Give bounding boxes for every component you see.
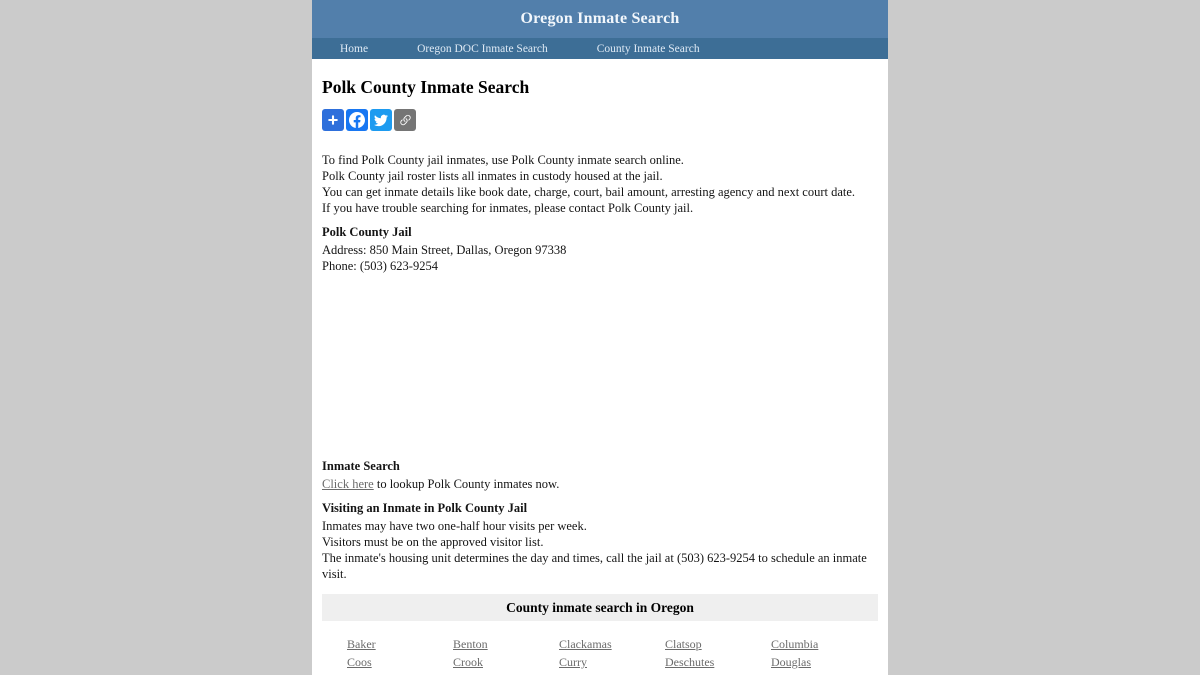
county-link-item: [665, 653, 771, 671]
main-content: [312, 77, 888, 675]
page-title: Polk County Inmate Search: [322, 77, 530, 97]
visiting-line: Inmates may have two one-half hour visits per week.: [322, 519, 587, 533]
share-buttons-row: [322, 109, 878, 131]
county-link-item: [453, 653, 559, 671]
county-link-item: [771, 635, 877, 653]
county-links: [322, 633, 878, 675]
page-container: [312, 0, 888, 675]
county-link-item: [347, 653, 453, 671]
county-link-deschutes[interactable]: Deschutes: [665, 655, 715, 669]
county-link-benton[interactable]: Benton: [453, 637, 488, 651]
click-here-link[interactable]: Click here: [322, 477, 374, 491]
inmate-search-line: [322, 476, 878, 492]
share-plus-button[interactable]: [322, 109, 344, 131]
county-link-coos[interactable]: Coos: [347, 655, 372, 669]
county-link-item: [559, 653, 665, 671]
share-plus-icon: [326, 113, 340, 127]
nav-item-oregon-doc-inmate-search[interactable]: Oregon DOC Inmate Search: [417, 42, 548, 55]
inmate-search-heading: Inmate Search: [322, 459, 400, 473]
intro-line: You can get inmate details like book date, charge, court, bail amount, arresting agency and next court date.: [322, 185, 856, 199]
county-link-clatsop[interactable]: Clatsop: [665, 637, 702, 651]
county-link-item: [771, 653, 877, 671]
ad-placeholder: [322, 274, 878, 458]
county-link-item: [665, 635, 771, 653]
link-icon: [398, 113, 413, 128]
county-link-crook[interactable]: Crook: [453, 655, 483, 669]
county-link-curry[interactable]: Curry: [559, 655, 587, 669]
facebook-icon: [349, 112, 365, 128]
twitter-icon: [374, 113, 388, 127]
visiting-line: Visitors must be on the approved visitor list.: [322, 535, 544, 549]
intro-line: To find Polk County jail inmates, use Polk County inmate search online.: [322, 153, 684, 167]
twitter-share-button[interactable]: [370, 109, 392, 131]
county-link-item: [347, 635, 453, 653]
jail-phone: Phone: (503) 623-9254: [322, 259, 438, 273]
county-section-heading: County inmate search in Oregon: [506, 599, 694, 615]
inmate-search-line-text: to lookup Polk County inmates now.: [373, 477, 560, 491]
jail-address: Address: 850 Main Street, Dallas, Oregon 97338: [322, 243, 567, 257]
county-link-item: [453, 635, 559, 653]
visiting-heading: Visiting an Inmate in Polk County Jail: [322, 501, 528, 515]
main-nav: [312, 38, 888, 59]
county-link-item: [559, 635, 665, 653]
visiting-line: The inmate's housing unit determines the day and times, call the jail at (503) 623-9254 to schedule an inmate visit.: [322, 551, 867, 581]
site-title: Oregon Inmate Search: [520, 10, 680, 27]
nav-item-home[interactable]: Home: [340, 42, 369, 55]
county-link-douglas[interactable]: Douglas: [771, 655, 811, 669]
county-link-clackamas[interactable]: Clackamas: [559, 637, 612, 651]
intro-line: If you have trouble searching for inmates, please contact Polk County jail.: [322, 201, 694, 215]
facebook-share-button[interactable]: [346, 109, 368, 131]
intro-text: [322, 152, 878, 216]
county-link-columbia[interactable]: Columbia: [771, 637, 819, 651]
intro-line: Polk County jail roster lists all inmates in custody housed at the jail.: [322, 169, 663, 183]
nav-item-county-inmate-search[interactable]: County Inmate Search: [596, 42, 700, 55]
county-link-baker[interactable]: Baker: [347, 637, 376, 651]
site-header: [312, 0, 888, 38]
jail-heading: Polk County Jail: [322, 225, 412, 239]
copy-link-share-button[interactable]: [394, 109, 416, 131]
county-section-header: [322, 594, 878, 621]
